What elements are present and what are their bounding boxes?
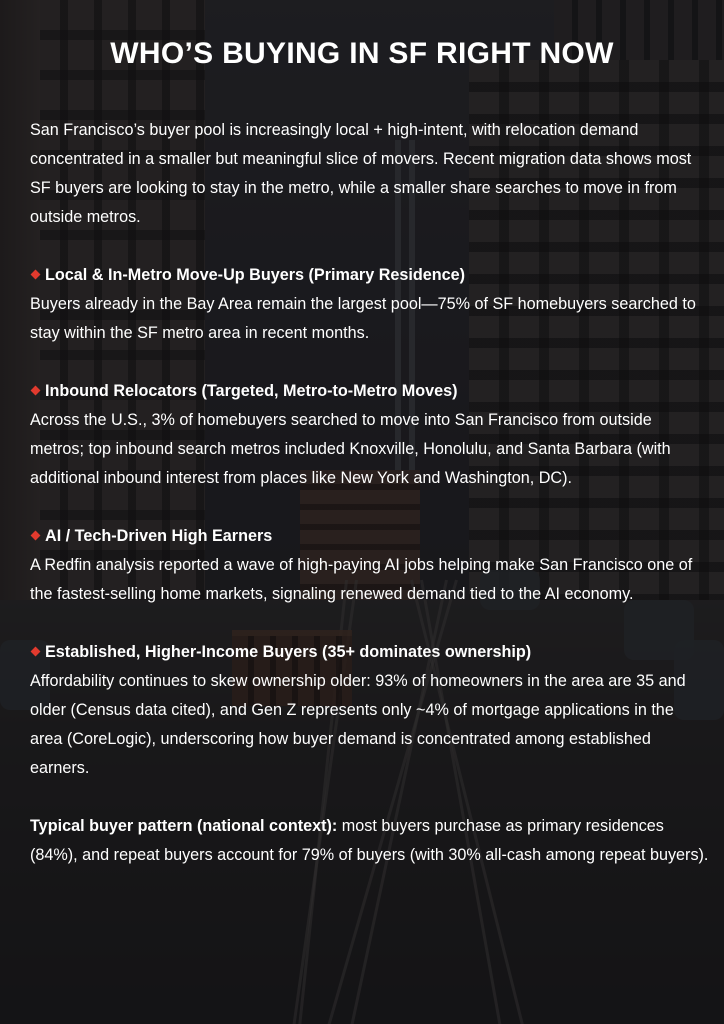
section-body: Across the U.S., 3% of homebuyers searched to move into San Francisco from outside metros; top inbound search metros included Knoxville, Honolulu, and Santa Barbara (with additional inbound interest from places like New York and Washington, DC). — [30, 411, 671, 487]
section-heading-text: Inbound Relocators (Targeted, Metro-to-Metro Moves) — [45, 382, 458, 400]
diamond-bullet-icon — [31, 531, 41, 541]
section-heading-text: AI / Tech-Driven High Earners — [45, 527, 273, 545]
section-heading-text: Local & In-Metro Move-Up Buyers (Primary Residence) — [45, 266, 466, 284]
section-established-buyers — [30, 638, 710, 783]
typical-buyer-lead: Typical buyer pattern (national context): — [30, 817, 338, 835]
section-heading — [30, 261, 710, 290]
section-heading-text: Established, Higher-Income Buyers (35+ dominates ownership) — [45, 643, 532, 661]
intro-paragraph: San Francisco’s buyer pool is increasingly local + high-intent, with relocation demand concentrated in a smaller but meaningful slice of movers. Recent migration data shows most SF buyers are looking to stay in the metro, while a smaller share searches to move in from outside metros. — [30, 121, 692, 226]
section-heading — [30, 377, 710, 406]
section-body: Affordability continues to skew ownership older: 93% of homeowners in the area are 35 and older (Census data cited), and Gen Z represents only ~4% of mortgage applications in the area (CoreLogic), underscoring how buyer demand is concentrated among established earners. — [30, 672, 686, 777]
section-body: A Redfin analysis reported a wave of high-paying AI jobs helping make San Francisco one of the fastest-selling home markets, signaling renewed demand tied to the AI economy. — [30, 556, 693, 603]
section-inbound-relocators — [30, 377, 710, 493]
section-heading — [30, 638, 710, 667]
typical-buyer-text: most buyers purchase as primary residences (84%), and repeat buyers account for 79% of buyers (with 30% all-cash among repeat buyers). — [30, 817, 709, 864]
section-body: Buyers already in the Bay Area remain the largest pool—75% of SF homebuyers searched to stay within the SF metro area in recent months. — [30, 295, 696, 342]
page-title: WHO’S BUYING IN SF RIGHT NOW — [110, 37, 614, 70]
diamond-bullet-icon — [31, 386, 41, 396]
typical-buyer-pattern — [30, 812, 710, 870]
diamond-bullet-icon — [31, 270, 41, 280]
section-ai-tech-earners — [30, 522, 710, 609]
section-heading — [30, 522, 710, 551]
diamond-bullet-icon — [31, 647, 41, 657]
document-content — [30, 0, 710, 870]
section-local-buyers — [30, 261, 710, 348]
